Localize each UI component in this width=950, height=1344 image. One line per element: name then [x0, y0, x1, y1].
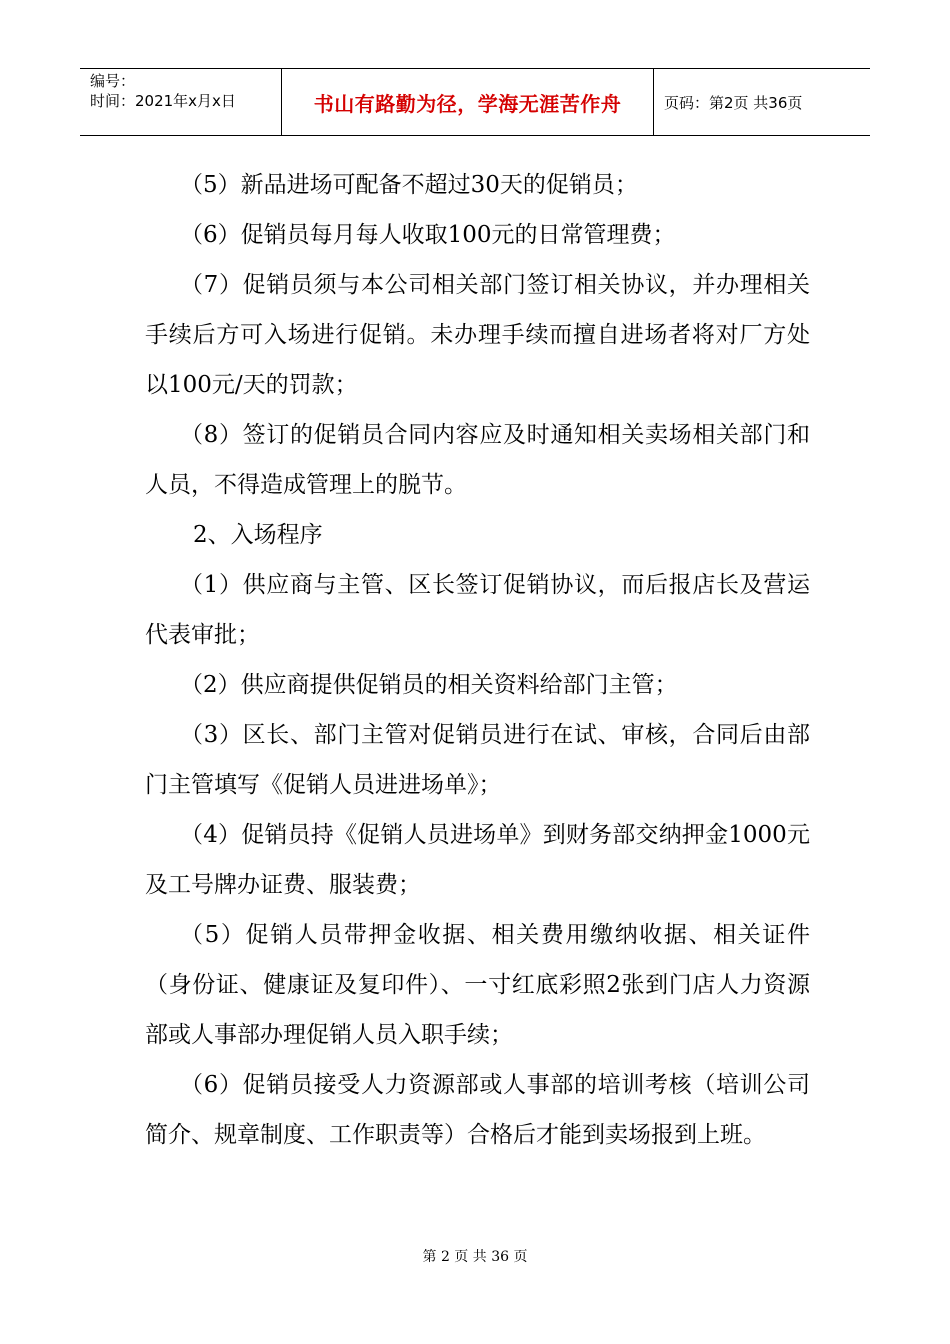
paragraph: （1）供应商与主管、区长签订促销协议，而后报店长及营运代表审批；: [145, 572, 810, 648]
header-page-info: 页码：第2页 共36页: [664, 93, 803, 112]
paragraph: （6）促销员每月每人收取100元的日常管理费；: [180, 222, 676, 248]
paragraph: （5）促销人员带押金收据、相关费用缴纳收据、相关证件（身份证、健康证及复印件）、一寸红底彩照2张到门店人力资源部或人事部办理促销人员入职手续；: [145, 922, 810, 1048]
document-body: [145, 160, 810, 1160]
paragraph: （2）供应商提供促销员的相关资料给部门主管；: [180, 672, 678, 698]
paragraph: （3）区长、部门主管对促销员进行在试、审核，合同后由部门主管填写《促销人员进进场单》；: [145, 722, 810, 798]
header-page-info-cell: [654, 69, 870, 135]
header-motto-cell: [282, 69, 654, 135]
document-number: 编号：: [90, 72, 136, 90]
page-footer: [0, 1246, 950, 1266]
paragraph: （6）促销员接受人力资源部或人事部的培训考核（培训公司简介、规章制度、工作职责等）合格后才能到卖场报到上班。: [145, 1072, 810, 1148]
footer-page-number: 第 2 页 共 36 页: [422, 1249, 528, 1265]
paragraph: （5）新品进场可配备不超过30天的促销员；: [180, 172, 638, 198]
page-header: [80, 68, 870, 136]
section-heading: 2、入场程序: [193, 522, 323, 548]
paragraph: （8）签订的促销员合同内容应及时通知相关卖场相关部门和人员，不得造成管理上的脱节。: [145, 422, 810, 498]
paragraph: （4）促销员持《促销人员进场单》到财务部交纳押金1000元及工号牌办证费、服装费；: [145, 822, 810, 898]
document-time: 时间：2021年x月x日: [90, 92, 236, 110]
header-meta: [80, 69, 282, 135]
header-motto: 书山有路勤为径，学海无涯苦作舟: [313, 91, 622, 116]
paragraph: （7）促销员须与本公司相关部门签订相关协议，并办理相关手续后方可入场进行促销。未办理手续而擅自进场者将对厂方处以100元/天的罚款；: [145, 272, 810, 398]
